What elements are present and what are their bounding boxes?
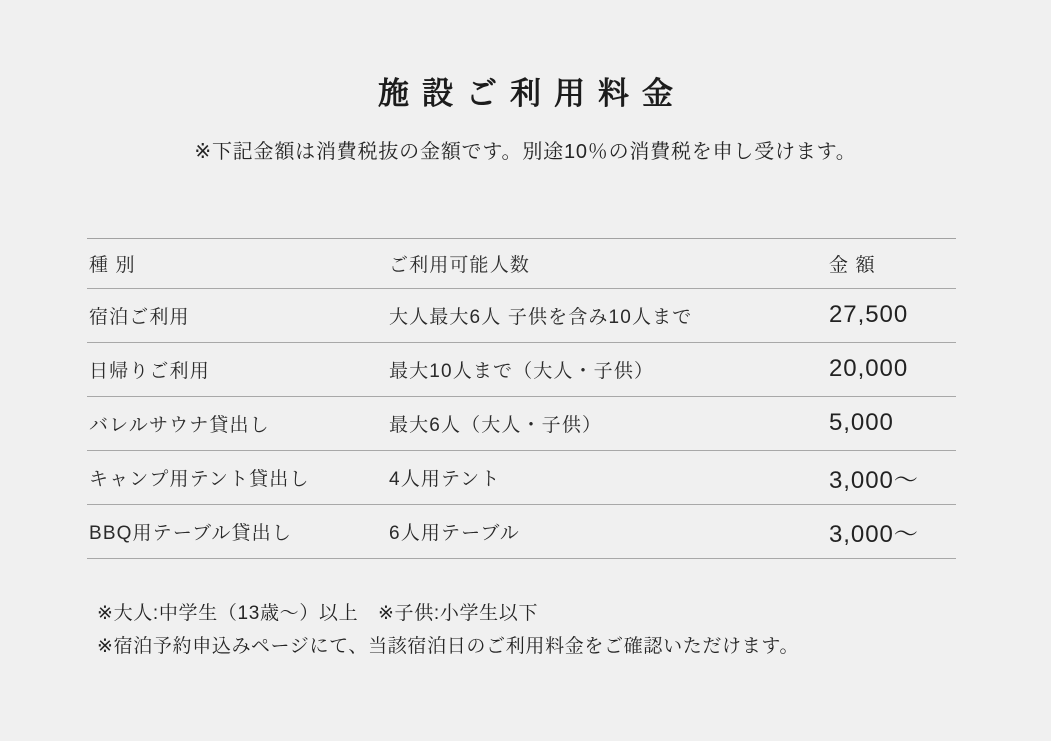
footnote-age-definition: ※大人:中学生（13歳～）以上 ※子供:小学生以下 [97,602,539,624]
row-type: 日帰りご利用 [89,360,210,382]
row-capacity: 最大10人まで（大人・子供） [389,360,655,382]
row-capacity: 4人用テント [389,468,501,490]
table-row [87,451,956,505]
header-price: 金 額 [829,254,876,276]
table-row [87,343,956,397]
table-row [87,505,956,559]
table-row [87,397,956,451]
tax-notice: ※下記金額は消費税抜の金額です。別途10％の消費税を申し受けます。 [194,140,857,163]
row-price: 3,000～ [829,520,919,548]
footnotes [97,597,1051,663]
pricing-table [87,238,956,559]
row-type: キャンプ用テント貸出し [89,468,310,490]
row-type: 宿泊ご利用 [89,306,190,328]
row-capacity: 6人用テーブル [389,522,520,544]
header-type: 種 別 [89,254,136,276]
table-header-row [87,239,956,289]
table-row [87,289,956,343]
row-capacity: 最大6人（大人・子供） [389,414,603,436]
row-price: 27,500 [829,301,909,329]
footnote-reservation-info: ※宿泊予約申込みページにて、当該宿泊日のご利用料金をご確認いただけます。 [97,635,800,657]
page-title: 施設ご利用料金 [377,76,687,111]
row-capacity: 大人最大6人 子供を含み10人まで [389,306,693,328]
row-price: 20,000 [829,355,909,383]
row-price: 3,000～ [829,466,919,494]
row-type: バレルサウナ貸出し [89,414,270,436]
row-price: 5,000 [829,409,894,437]
header-capacity: ご利用可能人数 [389,254,530,276]
row-type: BBQ用テーブル貸出し [89,522,292,544]
